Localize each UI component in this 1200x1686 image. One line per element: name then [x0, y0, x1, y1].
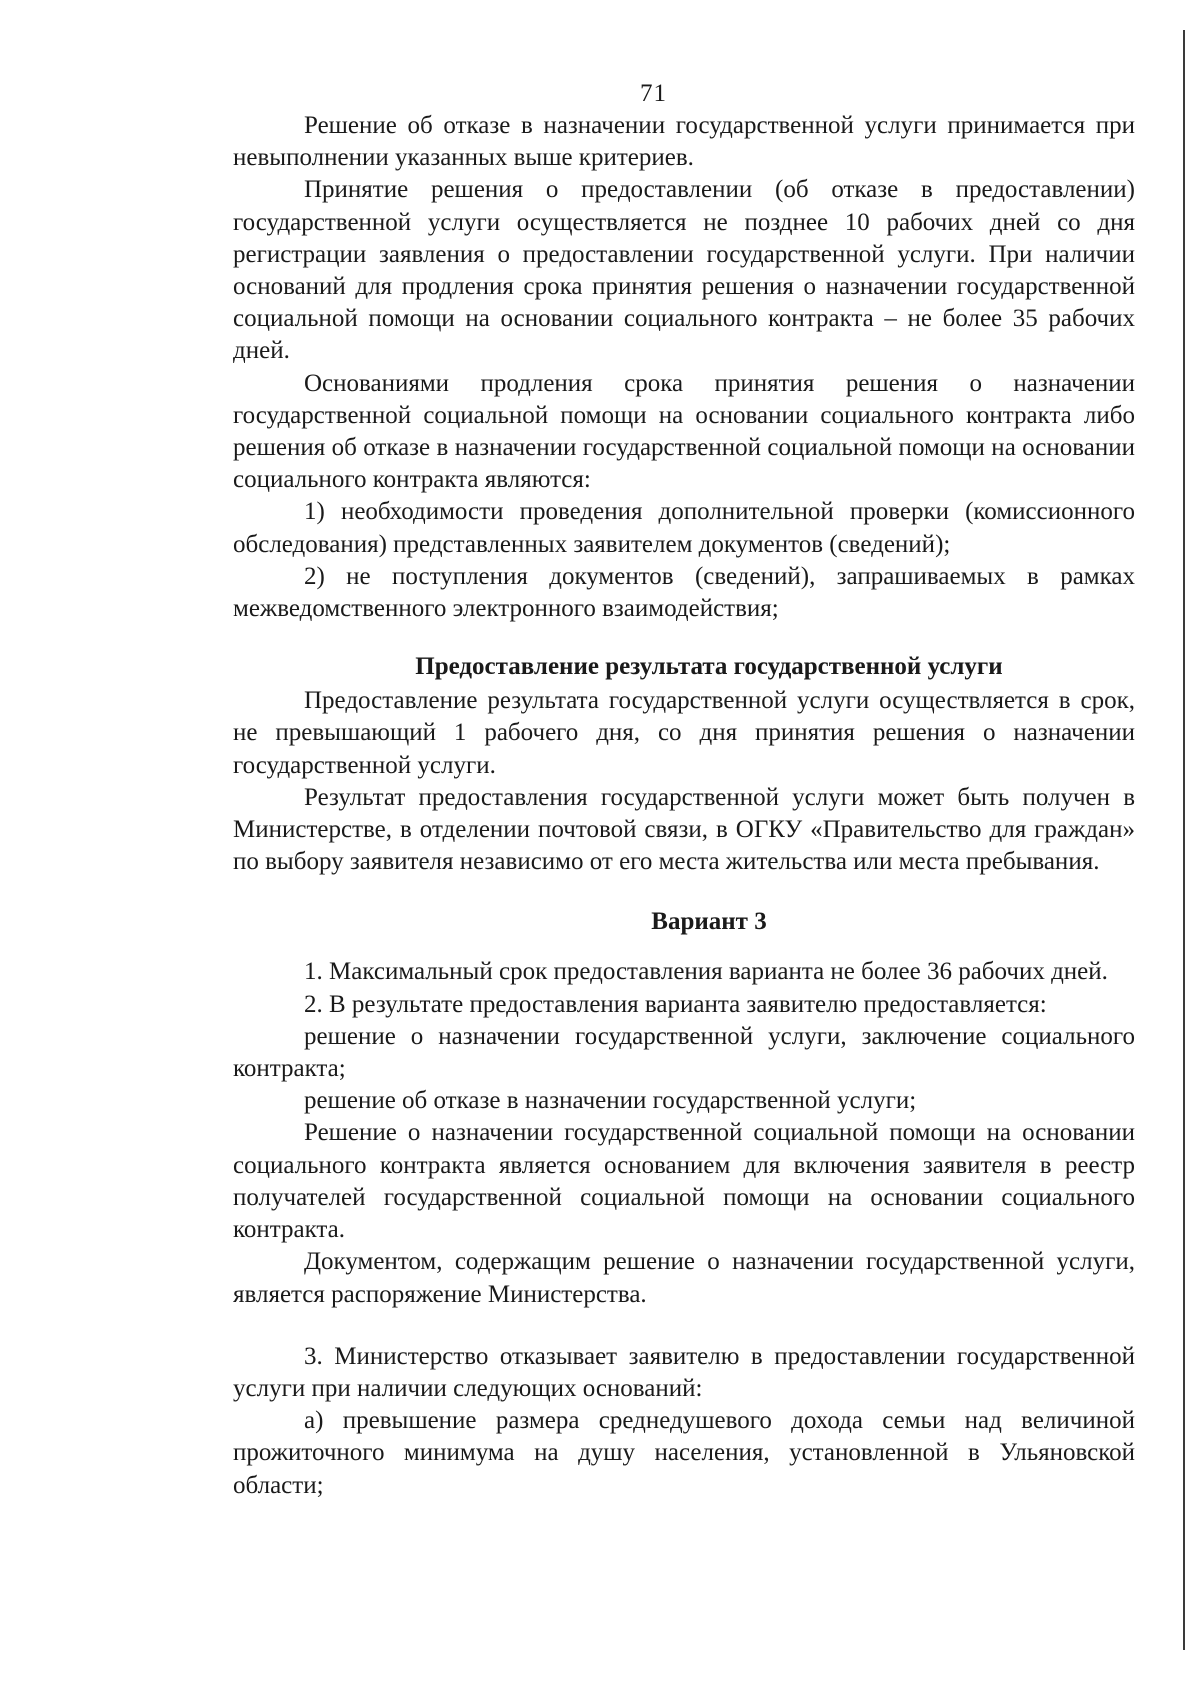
paragraph: Предоставление результата государственной услуги осуществляется в срок, не превышающий 1 рабочего дня, со дня принятия решения о назначении государственной услуги. [233, 687, 1135, 779]
paragraph: Решение о назначении государственной социальной помощи на основании социального контракта является основанием для включения заявителя в реестр получателей государственной социальной помощи на основании социального контракта. [233, 1119, 1135, 1244]
page-edge-line [1183, 30, 1185, 1650]
paragraph: Документом, содержащим решение о назначении государственной услуги, является распоряжение Министерства. [233, 1248, 1135, 1308]
paragraph: решение о назначении государственной услуги, заключение социального контракта; [233, 1022, 1135, 1083]
document-body [233, 110, 1135, 1502]
variant-heading: Вариант 3 [651, 908, 767, 936]
paragraph: решение об отказе в назначении государственной услуги; [304, 1087, 917, 1115]
list-item: 1. Максимальный срок предоставления варианта не более 36 рабочих дней. [304, 958, 1108, 986]
section-heading: Предоставление результата государственной услуги [415, 653, 1003, 681]
spacer [233, 1311, 1135, 1341]
paragraph: Результат предоставления государственной услуги может быть получен в Министерстве, в отделении почтовой связи, в ОГКУ «Правительство для граждан» по выбору заявителя независимо от его места жительства или места пребывания. [233, 783, 1135, 876]
page-number: 71 [640, 80, 667, 107]
list-item: 3. Министерство отказывает заявителю в предоставлении государственной услуги при наличии следующих оснований: [233, 1342, 1135, 1402]
list-item: а) превышение размера среднедушевого дохода семьи над величиной прожиточного минимума на душу населения, установленной в Ульяновской области; [233, 1407, 1135, 1499]
paragraph: Решение об отказе в назначении государственной услуги принимается при невыполнении указанных выше критериев. [233, 112, 1135, 172]
paragraph: Основаниями продления срока принятия решения о назначении государственной социальной помощи на основании социального контракта либо решения об отказе в назначении государственной социальной помощи на основании социального контракта являются: [233, 369, 1135, 494]
list-item: 2) не поступления документов (сведений), запрашиваемых в рамках межведомственного электронного взаимодействия; [233, 562, 1135, 623]
paragraph: Принятие решения о предоставлении (об отказе в предоставлении) государственной услуги осуществляется не позднее 10 рабочих дней со дня регистрации заявления о предоставлении государственной услуги. При наличии оснований для продления срока принятия решения о назначении государственной социальной помощи на основании социального контракта – не более 35 рабочих дней. [233, 176, 1135, 365]
list-item: 1) необходимости проведения дополнительной проверки (комиссионного обследования) представленных заявителем документов (сведений); [233, 498, 1135, 558]
list-item: 2. В результате предоставления варианта заявителю предоставляется: [304, 990, 1047, 1018]
